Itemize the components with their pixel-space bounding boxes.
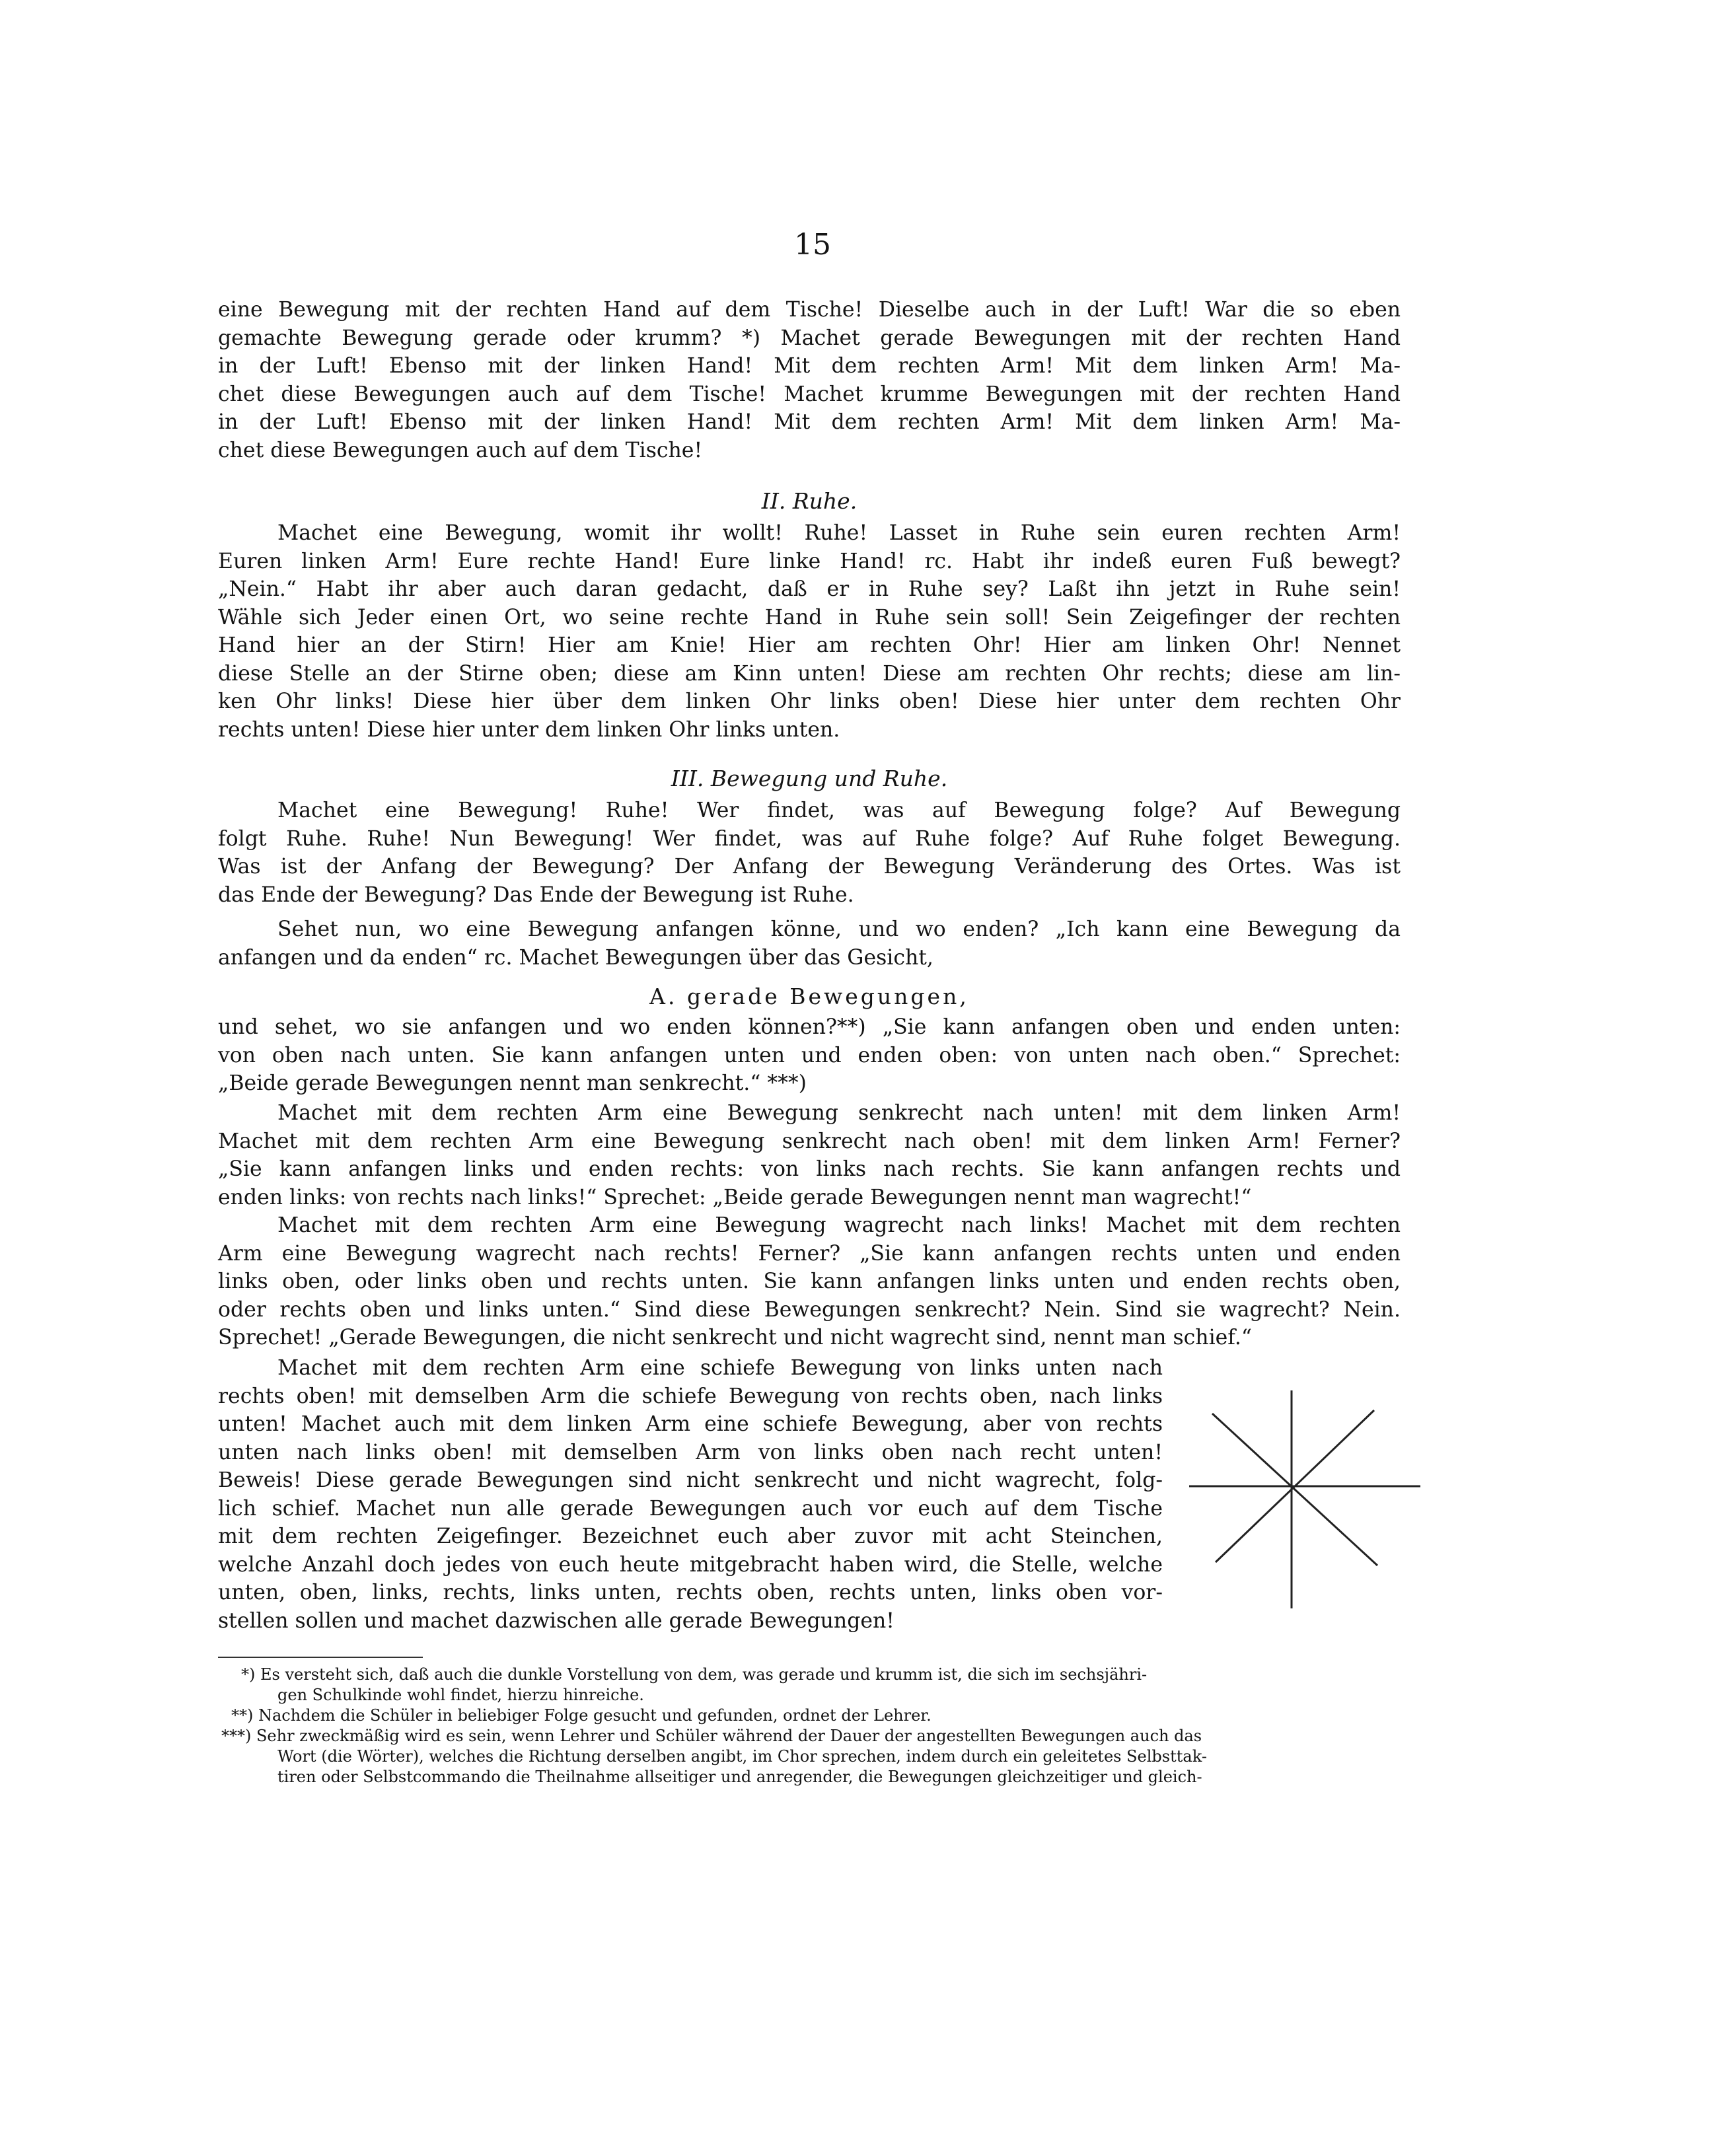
text-line: das Ende der Bewegung? Das Ende der Bewegung ist Ruhe. [218,882,854,907]
text-line: Wähle sich Jeder einen Ort, wo seine rechte Hand in Ruhe sein soll! Sein Zeigefinger der rechten [218,605,1401,629]
intro-paragraph [218,296,1401,464]
footnote-continuation: gen Schulkinde wohl findet, hierzu hinreiche. [277,1686,644,1704]
footnote-continuation: tiren oder Selbstcommando die Theilnahme allseitiger und anregender, die Bewegungen gleichzeitiger und gleich- [277,1768,1202,1786]
text-line: Euren linken Arm! Eure rechte Hand! Eure linke Hand! rc. Habt ihr indeß euren Fuß bewegt? [218,549,1401,573]
footnote: **) Nachdem die Schüler in beliebiger Folge gesucht und gefunden, ordnet der Lehrer. [231,1706,932,1725]
subsection-a-paragraph-3 [218,1211,1401,1352]
text-line: stellen sollen und machet dazwischen alle gerade Bewegungen! [218,1608,895,1633]
text-line: mit dem rechten Zeigefinger. Bezeichnet euch aber zuvor mit acht Steinchen, [218,1525,1163,1548]
text-line: eine Bewegung mit der rechten Hand auf dem Tische! Dieselbe auch in der Luft! War die so eben [218,298,1401,322]
footnote-rule [218,1657,423,1658]
text-line: Sehet nun, wo eine Bewegung anfangen könne, und wo enden? „Ich kann eine Bewegung da [277,917,1401,941]
text-line: diese Stelle an der Stirne oben; diese am Kinn unten! Diese am rechten Ohr rechts; diese am lin- [218,661,1401,686]
text-line: welche Anzahl doch jedes von euch heute mitgebracht haben wird, die Stelle, welche [218,1552,1163,1577]
section-bewegung-und-ruhe-paragraph-1 [218,797,1401,909]
text-line: von oben nach unten. Sie kann anfangen unten und enden oben: von unten nach oben.“ Sprechet: [218,1043,1401,1067]
text-line: Machet mit dem rechten Arm eine Bewegung wagrecht nach links! Machet mit dem rechten [277,1213,1401,1237]
text-line: Machet mit dem rechten Arm eine Bewegung senkrecht nach unten! mit dem linken Arm! [277,1101,1401,1125]
text-line: Arm eine Bewegung wagrecht nach rechts! Ferner? „Sie kann anfangen rechts unten und enden [218,1241,1401,1266]
text-line: „Nein.“ Habt ihr aber auch daran gedacht, daß er in Ruhe sey? Laßt ihn jetzt in Ruhe sein! [218,577,1401,601]
text-line: oder rechts oben und links unten.“ Sind diese Bewegungen senkrecht? Nein. Sind sie wagrecht? Nein. [218,1297,1401,1322]
text-line: „Beide gerade Bewegungen nennt man senkrecht.“ ***) [218,1071,807,1095]
subsection-heading-gerade-bewegungen: A. gerade Bewegungen, [649,984,969,1009]
text-line: Machet mit dem rechten Arm eine schiefe Bewegung von links unten nach [277,1356,1163,1380]
subsection-a-paragraph-1 [218,1013,1401,1098]
text-line: gemachte Bewegung gerade oder krumm? *) Machet gerade Bewegungen mit der rechten Hand [218,326,1401,350]
text-line: Machet eine Bewegung! Ruhe! Wer findet, was auf Bewegung folge? Auf Bewegung [277,799,1401,822]
text-line: Beweis! Diese gerade Bewegungen sind nicht senkrecht und nicht wagrecht, folg- [218,1468,1163,1492]
page-number: 15 [794,228,831,262]
text-line: unten nach links oben! mit demselben Arm von links oben nach recht unten! [218,1440,1163,1464]
text-line: und sehet, wo sie anfangen und wo enden können?**) „Sie kann anfangen oben und enden unten: [218,1015,1401,1039]
text-line: chet diese Bewegungen auch auf dem Tische! [218,438,703,462]
text-line: Was ist der Anfang der Bewegung? Der Anfang der Bewegung Veränderung des Ortes. Was ist [218,855,1401,879]
text-line: in der Luft! Ebenso mit der linken Hand! Mit dem rechten Arm! Mit dem linken Arm! Ma- [218,354,1401,378]
subsection-a-paragraph-2 [218,1099,1401,1211]
footnote-continuation: Wort (die Wörter), welches die Richtung derselben angibt, im Chor sprechen, indem durch ein geleitetes Selbsttak- [277,1747,1207,1766]
text-line: Machet eine Bewegung, womit ihr wollt! Ruhe! Lasset in Ruhe sein euren rechten Arm! [277,521,1401,545]
text-line: ken Ohr links! Diese hier über dem linken Ohr links oben! Diese hier unter dem rechten Ohr [218,690,1401,713]
section-ruhe-paragraph [218,519,1401,744]
text-line: unten, oben, links, rechts, links unten, rechts oben, rechts unten, links oben vor- [218,1581,1163,1604]
text-line: Hand hier an der Stirn! Hier am Knie! Hier am rechten Ohr! Hier am linken Ohr! Nennet [218,633,1401,657]
direction-star-figure [1183,1387,1427,1612]
subsection-a-paragraph-4 [218,1354,1163,1635]
text-line: unten! Machet auch mit dem linken Arm eine schiefe Bewegung, aber von rechts [218,1412,1163,1436]
section-heading-ruhe: II. Ruhe. [761,488,858,514]
section-heading-bewegung-und-ruhe: III. Bewegung und Ruhe. [671,766,948,791]
text-line: „Sie kann anfangen links und enden rechts: von links nach rechts. Sie kann anfangen rechts und [218,1157,1401,1181]
text-line: chet diese Bewegungen auch auf dem Tische! Machet krumme Bewegungen mit der rechten Hand [218,382,1401,406]
text-line: rechts unten! Diese hier unter dem linken Ohr links unten. [218,717,840,742]
footnote: ***) Sehr zweckmäßig wird es sein, wenn Lehrer und Schüler während der Dauer der angestellten Bewegungen auch das [221,1727,1202,1745]
footnotes [218,1665,1401,1787]
text-line: Sprechet! „Gerade Bewegungen, die nicht senkrecht und nicht wagrecht sind, nennt man schief.“ [218,1326,1252,1349]
footnote: *) Es versteht sich, daß auch die dunkle Vorstellung von dem, was gerade und krumm ist, die sich im sechsjähri- [241,1665,1148,1684]
section-bewegung-und-ruhe-paragraph-2 [218,916,1401,972]
text-line: links oben, oder links oben und rechts unten. Sie kann anfangen links unten und enden rechts oben, [218,1270,1401,1293]
text-line: anfangen und da enden“ rc. Machet Bewegungen über das Gesicht, [218,945,933,970]
text-line: Machet mit dem rechten Arm eine Bewegung senkrecht nach oben! mit dem linken Arm! Ferner? [218,1129,1401,1153]
text-line: enden links: von rechts nach links!“ Sprechet: „Beide gerade Bewegungen nennt man wagrecht!“ [218,1185,1252,1209]
text-line: in der Luft! Ebenso mit der linken Hand! Mit dem rechten Arm! Mit dem linken Arm! Ma- [218,410,1401,434]
text-line: lich schief. Machet nun alle gerade Bewegungen auch vor euch auf dem Tische [218,1496,1163,1521]
text-line: rechts oben! mit demselben Arm die schiefe Bewegung von rechts oben, nach links [218,1384,1163,1408]
text-line: folgt Ruhe. Ruhe! Nun Bewegung! Wer findet, was auf Ruhe folge? Auf Ruhe folget Bewegung. [218,826,1401,851]
